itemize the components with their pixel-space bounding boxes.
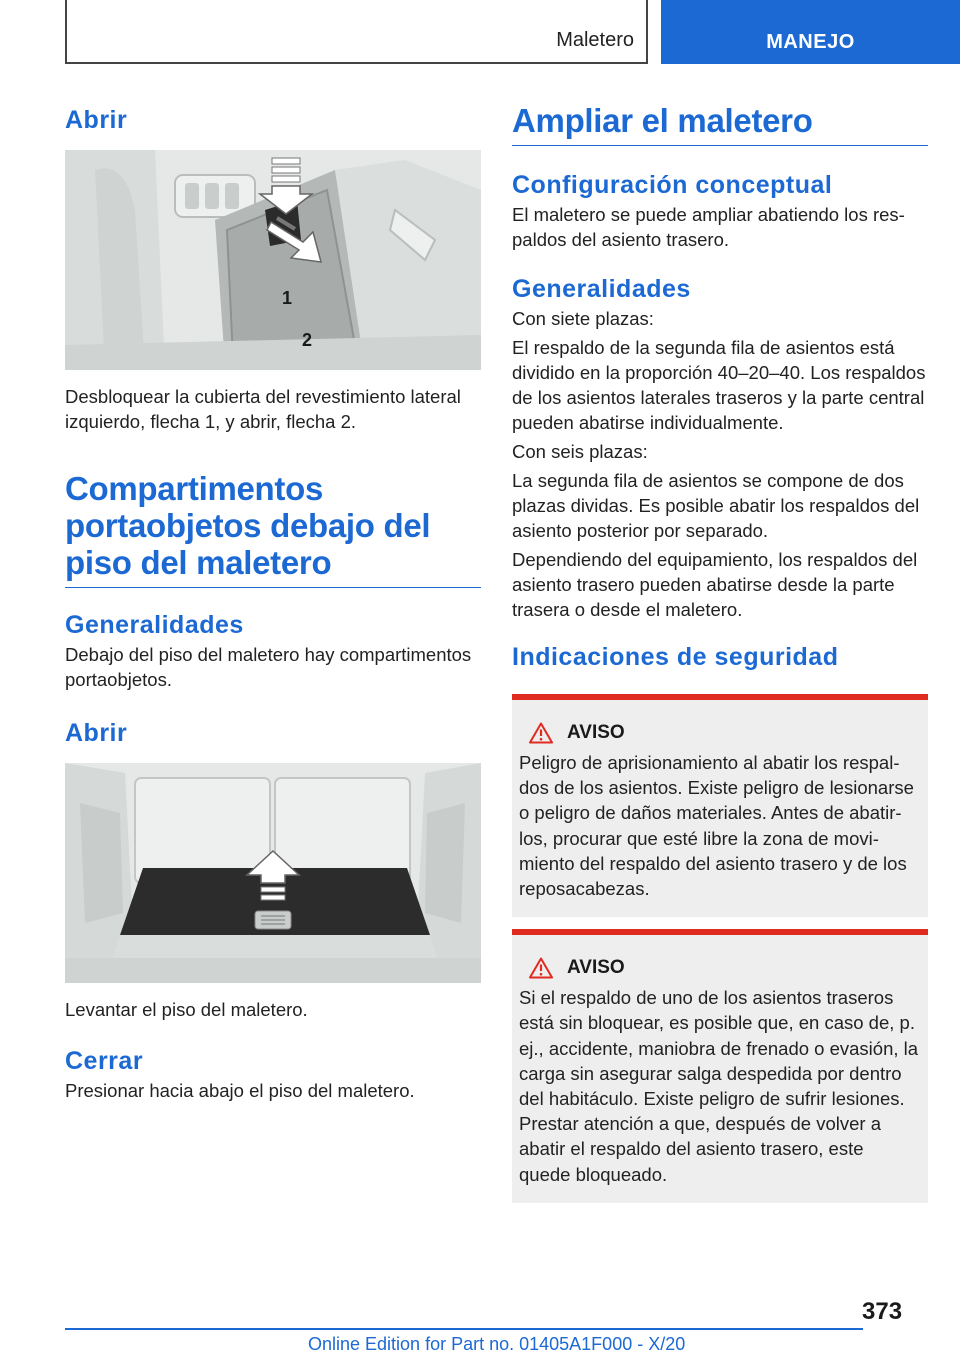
warning-text: Si el respaldo de uno de los asientos traseros está sin bloquear, es posible que, en caso de, p. ej., accidente, maniobra de frenado o evasión, la carga sin asegurar salga despedida por dentro del habitáculo. Existe peligro de sufrir lesiones. Prestar atención a que, después de volver a abatir el respaldo del asiento trasero, este quede bloqueado. <box>519 987 919 1185</box>
warning-text: Peligro de aprisionamiento al abatir los respaldos de los asientos. Existe peligro de lesionarse o peligro de daños materiales. Antes de abatirlos, procurar que esté libre la zona de movimiento del respaldo del asiento trasero y de los reposacabezas. <box>519 752 914 900</box>
heading-indicaciones: Indicaciones de seguridad <box>512 643 839 671</box>
text-configuracion: El maletero se puede ampliar abatiendo los respaldos del asiento trasero. <box>512 204 905 250</box>
heading-generalidades-left: Generalidades <box>65 611 244 639</box>
warning-triangle-icon <box>529 957 553 979</box>
warning-header <box>529 722 920 744</box>
figure-label-arrow-2: 2 <box>302 330 313 350</box>
figure-side-trim-cover <box>65 150 481 370</box>
paragraph: El respaldo de la segunda fila de asientos está dividido en la proporción 40–20–40. Los respaldos de los asientos laterales traseros y la parte central pueden abatirse individualmente. <box>512 337 926 433</box>
left-column <box>65 100 481 1103</box>
paragraph: Dependiendo del equipamiento, los respaldos del asiento trasero pueden abatirse desde la parte trasera o desde el maletero. <box>512 549 918 620</box>
trunk-floor-illustration <box>65 763 481 983</box>
warning-triangle-icon <box>529 722 553 744</box>
footer-divider <box>65 1328 863 1330</box>
header-section-box <box>65 0 648 64</box>
paragraph: La segunda fila de asientos se compone de dos plazas dividas. Es posible abatir los respaldos del asiento posterior por separado. <box>512 470 920 541</box>
page-number: 373 <box>862 1298 903 1325</box>
figure-label-arrow-1: 1 <box>282 288 293 308</box>
heading-abrir-2: Abrir <box>65 719 128 747</box>
warning-title: AVISO <box>567 722 625 743</box>
heading-abrir-1: Abrir <box>65 106 128 134</box>
header-section-title: Maletero <box>556 29 634 51</box>
warning-header <box>529 957 920 979</box>
generalidades-paragraphs <box>512 306 928 622</box>
paragraph: Con siete plazas: <box>512 308 654 329</box>
header-chapter-label: MANEJO <box>766 31 855 53</box>
text-generalidades-left: Debajo del piso del maletero hay compartimentos portaobjetos. <box>65 644 472 690</box>
heading-ampliar: Ampliar el maletero <box>512 102 928 146</box>
text-cerrar: Presionar hacia abajo el piso del maletero. <box>65 1080 415 1101</box>
figure-trunk-floor <box>65 763 481 983</box>
heading-configuracion: Configuración conceptual <box>512 171 833 199</box>
warning-title: AVISO <box>567 957 625 979</box>
right-column <box>512 100 928 1203</box>
heading-cerrar: Cerrar <box>65 1047 144 1075</box>
warning-box-1 <box>512 694 928 917</box>
paragraph: Con seis plazas: <box>512 441 648 462</box>
header-chapter-tab <box>661 0 960 64</box>
footer-edition-text: Online Edition for Part no. 01405A1F000 - X/20 <box>308 1334 686 1354</box>
caption-fig1: Desbloquear la cubierta del revestimiento lateral izquierdo, flecha 1, y abrir, flecha 2. <box>65 386 461 432</box>
warning-box-2 <box>512 929 928 1203</box>
heading-compartimentos: Compartimentos portaobjetos debajo del piso del maletero <box>65 470 481 588</box>
caption-fig2: Levantar el piso del maletero. <box>65 999 308 1020</box>
heading-generalidades-right: Generalidades <box>512 275 691 303</box>
side-trim-illustration <box>65 150 481 370</box>
